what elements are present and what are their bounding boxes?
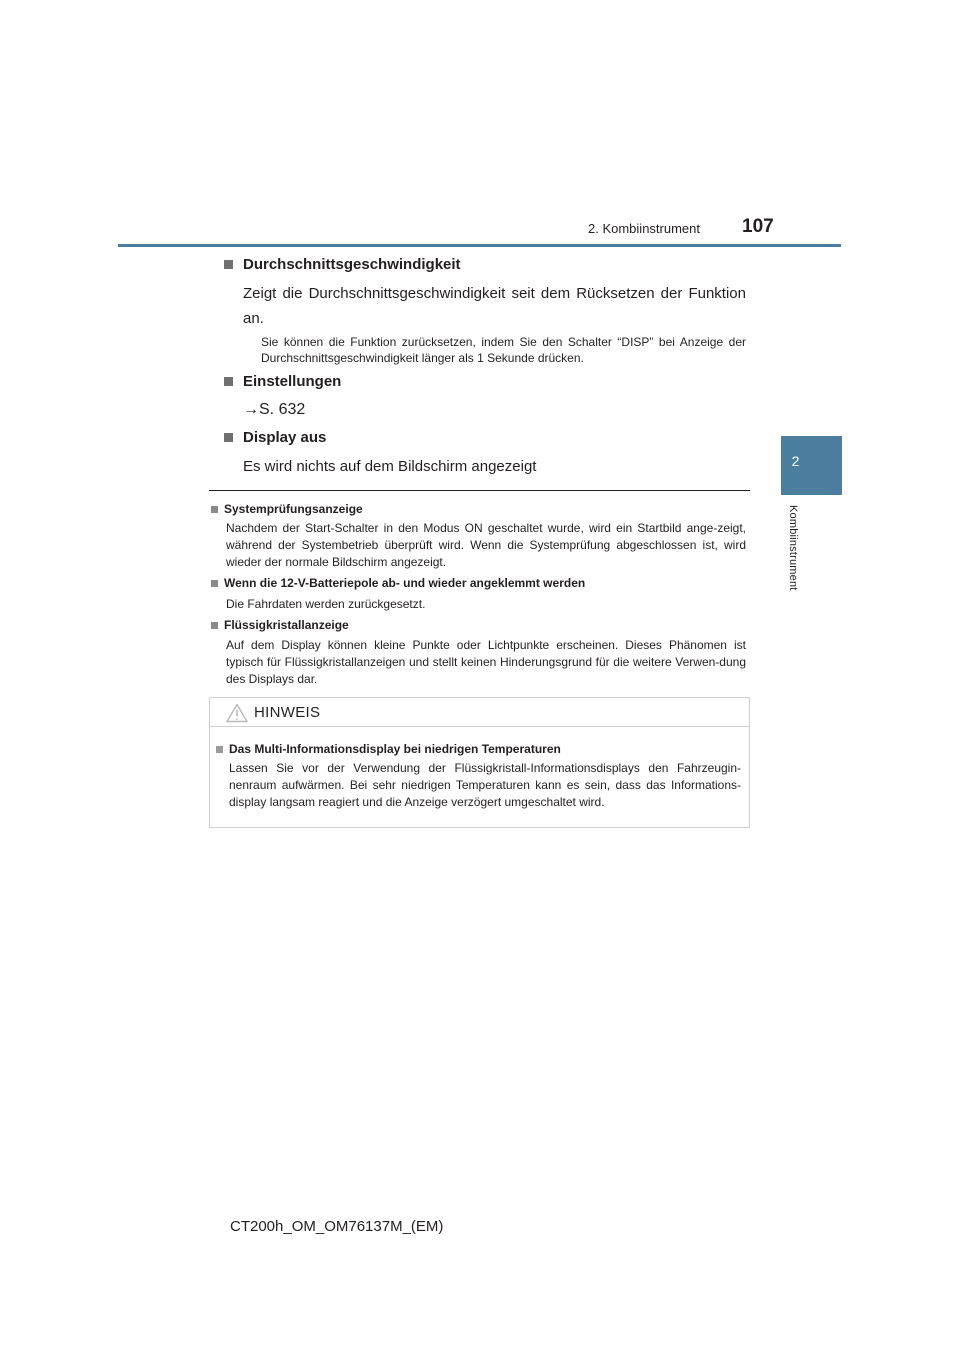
square-bullet-icon	[211, 622, 218, 629]
item-body: Es wird nichts auf dem Bildschirm angezeigt	[243, 458, 537, 475]
item-title-text: Einstellungen	[243, 373, 342, 390]
notice-title-text: Das Multi-Informationsdisplay bei niedrigen Temperaturen	[229, 742, 561, 756]
info-title-text: Systemprüfungsanzeige	[224, 502, 363, 516]
item-title-text: Durchschnittsgeschwindigkeit	[243, 256, 461, 273]
item-title	[224, 256, 461, 273]
chapter-tab-label: Kombiinstrument	[787, 505, 799, 591]
square-bullet-icon	[224, 433, 233, 442]
info-body: Nachdem der Start-Schalter in den Modus ON geschaltet wurde, wird ein Startbild ange-zeigt, während der Systembetrieb überprüft wird. Wenn die Systemprüfung abgeschlossen ist, wird wieder der normale Bildschirm angezeigt.	[226, 521, 746, 569]
notice-label: HINWEIS	[254, 704, 321, 721]
page-number: 107	[742, 216, 774, 237]
square-bullet-icon	[211, 580, 218, 587]
item-display-off	[224, 429, 326, 446]
square-bullet-icon	[211, 506, 218, 513]
section-divider	[209, 490, 750, 491]
info-title-text: Wenn die 12-V-Batteriepole ab- und wieder angeklemmt werden	[224, 576, 586, 590]
square-bullet-icon	[224, 260, 233, 269]
info-lcd	[211, 618, 746, 632]
item-settings	[224, 373, 341, 390]
item-note: Sie können die Funktion zurücksetzen, indem Sie den Schalter “DISP” bei Anzeige der Durchschnittsgeschwindigkeit länger als 1 Sekunde drücken.	[261, 335, 746, 365]
item-body: Zeigt die Durchschnittsgeschwindigkeit seit dem Rücksetzen der Funktion an.	[243, 285, 746, 327]
info-battery	[211, 576, 746, 590]
notice-box	[209, 697, 750, 828]
notice-header	[210, 698, 749, 727]
square-bullet-icon	[224, 377, 233, 386]
info-title	[211, 502, 746, 516]
page-reference-link[interactable]: →S. 632	[243, 401, 306, 418]
item-average-speed	[224, 256, 461, 273]
info-system-check	[211, 502, 746, 516]
info-title	[211, 618, 746, 632]
document-code: CT200h_OM_OM76137M_(EM)	[230, 1218, 444, 1235]
item-title-text: Display aus	[243, 429, 327, 446]
notice-body: Lassen Sie vor der Verwendung der Flüssigkristall-Informationsdisplays den Fahrzeugin-nenraum aufwärmen. Bei sehr niedrigen Temperaturen kann es sein, dass das Informations-display langsam reagiert und die Anzeige verzögert umgeschaltet wird.	[229, 761, 741, 809]
item-title	[224, 373, 341, 390]
header-divider	[118, 244, 841, 247]
info-title	[211, 576, 746, 590]
info-title-text: Flüssigkristallanzeige	[224, 618, 349, 632]
info-body: Die Fahrdaten werden zurückgesetzt.	[226, 597, 426, 611]
square-bullet-icon	[216, 746, 223, 753]
header-section-title: 2. Kombiinstrument	[588, 221, 700, 236]
warning-triangle-icon	[226, 703, 248, 723]
info-body: Auf dem Display können kleine Punkte oder Lichtpunkte erscheinen. Dieses Phänomen ist typisch für Flüssigkristallanzeigen und stellt keinen Hinderungsgrund für die weitere Verwen-dung des Displays dar.	[226, 638, 746, 686]
item-title	[224, 429, 326, 446]
chapter-tab	[781, 436, 842, 495]
notice-title	[216, 742, 561, 756]
chapter-tab-number: 2	[791, 453, 800, 469]
